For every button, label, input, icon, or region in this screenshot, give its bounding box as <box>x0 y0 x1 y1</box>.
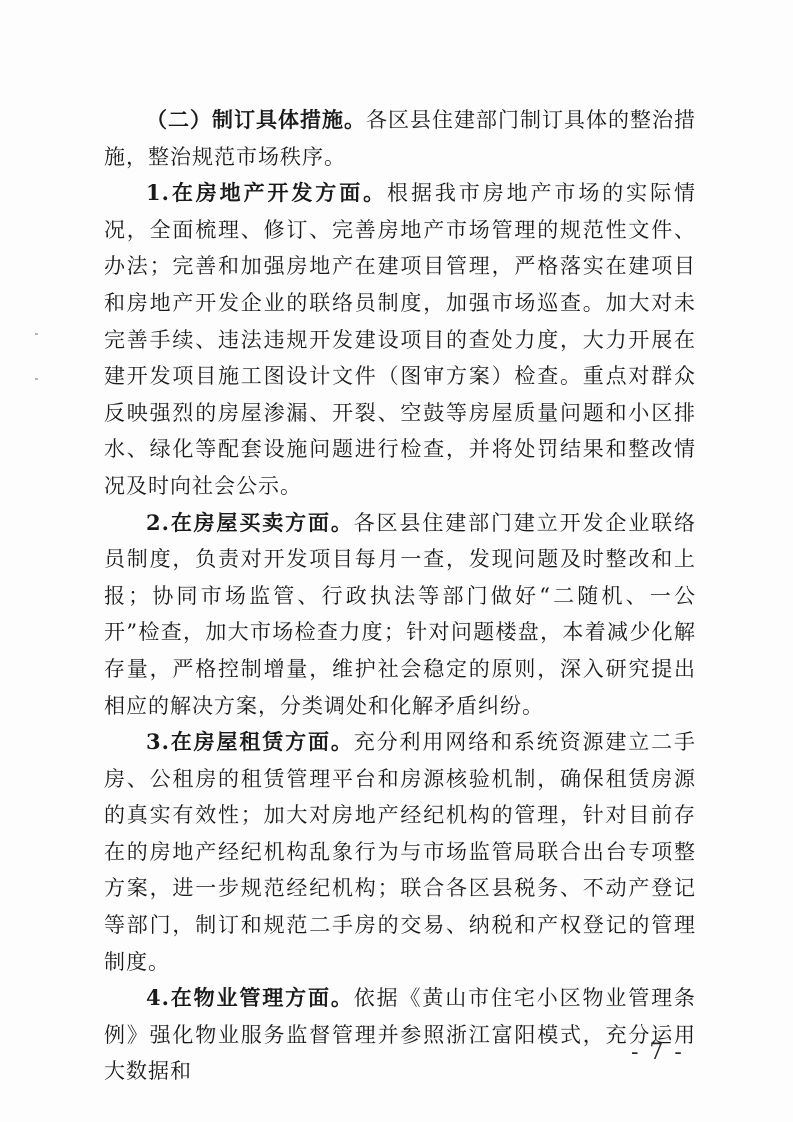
scan-speck <box>35 378 38 380</box>
paragraph-text: 依据《黄山市住宅小区物业管理条例》强化物业服务监督管理并参照浙江富阳模式，充分运用大数据和 <box>104 986 696 1084</box>
paragraph-property-management <box>104 980 696 1090</box>
paragraph-rental <box>104 724 696 980</box>
document-body <box>104 102 696 1090</box>
paragraph-measures <box>104 102 696 175</box>
paragraph-heading: 3.在房屋租赁方面。 <box>146 729 354 755</box>
paragraph-development <box>104 175 696 504</box>
scan-speck <box>35 333 38 335</box>
paragraph-sales <box>104 505 696 725</box>
paragraph-heading: 2.在房屋买卖方面。 <box>146 509 354 535</box>
paragraph-text: 根据我市房地产市场的实际情况，全面梳理、修订、完善房地产市场管理的规范性文件、办法；完善和加强房地产在建项目管理，严格落实在建项目和房地产开发企业的联络员制度，加强市场巡查。加大对未完善手续、违法违规开发建设项目的查处力度，大力开展在建开发项目施工图设计文件（图审方案）检查。重点对群众反映强烈的房屋渗漏、开裂、空鼓等房屋质量问题和小区排水、绿化等配套设施问题进行检查，并将处罚结果和整改情况及时向社会公示。 <box>104 181 696 498</box>
paragraph-text: 各区县住建部门制订具体的整治措施，整治规范市场秩序。 <box>104 108 696 169</box>
paragraph-text: 各区县住建部门建立开发企业联络员制度，负责对开发项目每月一查，发现问题及时整改和上报；协同市场监管、行政执法等部门做好“二随机、一公开”检查，加大市场检查力度；针对问题楼盘，本着减少化解存量，严格控制增量，维护社会稳定的原则，深入研究提出相应的解决方案，分类调处和化解矛盾纠纷。 <box>104 510 696 718</box>
paragraph-heading: 4.在物业管理方面。 <box>146 985 354 1011</box>
paragraph-heading: 1.在房地产开发方面。 <box>146 180 388 206</box>
paragraph-text: 充分利用网络和系统资源建立二手房、公租房的租赁管理平台和房源核验机制，确保租赁房源的真实有效性；加大对房地产经纪机构的管理，针对目前存在的房地产经纪机构乱象行为与市场监管局联合出台专项整方案，进一步规范经纪机构；联合各区县税务、不动产登记等部门，制订和规范二手房的交易、纳税和产权登记的管理制度。 <box>104 730 696 974</box>
paragraph-heading: （二）制订具体措施。 <box>146 107 366 132</box>
page-number: - 7 - <box>631 1040 684 1065</box>
